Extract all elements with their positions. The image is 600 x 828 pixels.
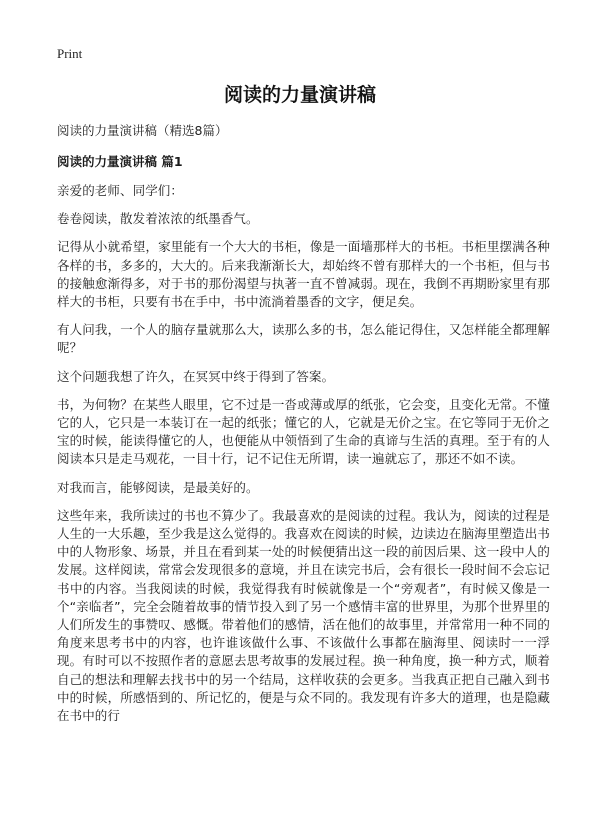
paragraph: 记得从小就希望，家里能有一个大大的书柜，像是一面墙那样大的书柜。书柜里摆满各种各样的书，多多的，大大的。后来我渐渐长大，却始终不曾有那样大的一个书柜，但与书的接触愈渐得多，对于书的那份渴望与执著一直不曾减弱。现在，我倒不再期盼家里有那样大的书柜，只要有书在手中，书中流淌着墨香的文字，便足矣。 (57, 239, 550, 310)
paragraph: 卷卷阅读，散发着浓浓的纸墨香气。 (57, 211, 259, 227)
paragraph: 有人问我，一个人的脑存量就那么大，读那么多的书，怎么能记得住，又怎样能全都理解呢？ (57, 322, 550, 356)
paragraph: 书，为何物？在某些人眼里，它不过是一沓或薄或厚的纸张，它会变，且变化无常。不懂它的人，它只是一本装订在一起的纸张；懂它的人，它就是无价之宝。在它等同于无价之宝的时候，能读得懂它的人，也便能从中领悟到了生命的真谛与生活的真理。至于有的人阅读本只是走马观花，一目十行，记不记住无所谓，读一遍就忘了，那还不如不读。 (57, 396, 550, 467)
paragraph: 对我而言，能够阅读，是最美好的。 (57, 479, 259, 495)
print-link[interactable]: Print (57, 46, 83, 61)
document-subtitle: 阅读的力量演讲稿（精选8篇） (57, 123, 228, 138)
paragraph: 这个问题我想了许久，在冥冥中终于得到了答案。 (57, 368, 335, 384)
article-body (57, 182, 550, 735)
page-title: 阅读的力量演讲稿 (223, 84, 376, 106)
section-heading: 阅读的力量演讲稿 篇1 (57, 154, 183, 169)
paragraph-greeting: 亲爱的老师、同学们： (57, 183, 184, 198)
paragraph: 这些年来，我所读过的书也不算少了。我最喜欢的是阅读的过程。我认为，阅读的过程是人生的一大乐趣，至少我是这么觉得的。我喜欢在阅读的时候，边读边在脑海里塑造出书中的人物形象、场景，并且在看到某一处的时候便猜出这一段的前因后果、这一段中人的发展。这样阅读，常常会发现很多的意境，并且在读完书后，会有很长一段时间不会忘记书中的内容。当我阅读的时候，我觉得我有时候就像是一个“旁观者”，有时候又像是一个“亲临者”，完全会随着故事的情节投入到了另一个感情丰富的世界里，为那个世界里的人们所发生的事赞叹、感慨。带着他们的感情，活在他们的故事里，并常常用一种不同的角度来思考书中的内容，也许谁该做什么事、不该做什么事都在脑海里、阅读时一一浮现。有时可以不按照作者的意愿去思考故事的发展过程。换一种角度，换一种方式，顺着自己的想法和理解去找书中的另一个结局，这样收获的会更多。当我真正把自己融入到书中的时候，所感悟到的、所记忆的，便是与众不同的。我发现有许多大的道理，也是隐藏在书中的行 (57, 507, 550, 724)
